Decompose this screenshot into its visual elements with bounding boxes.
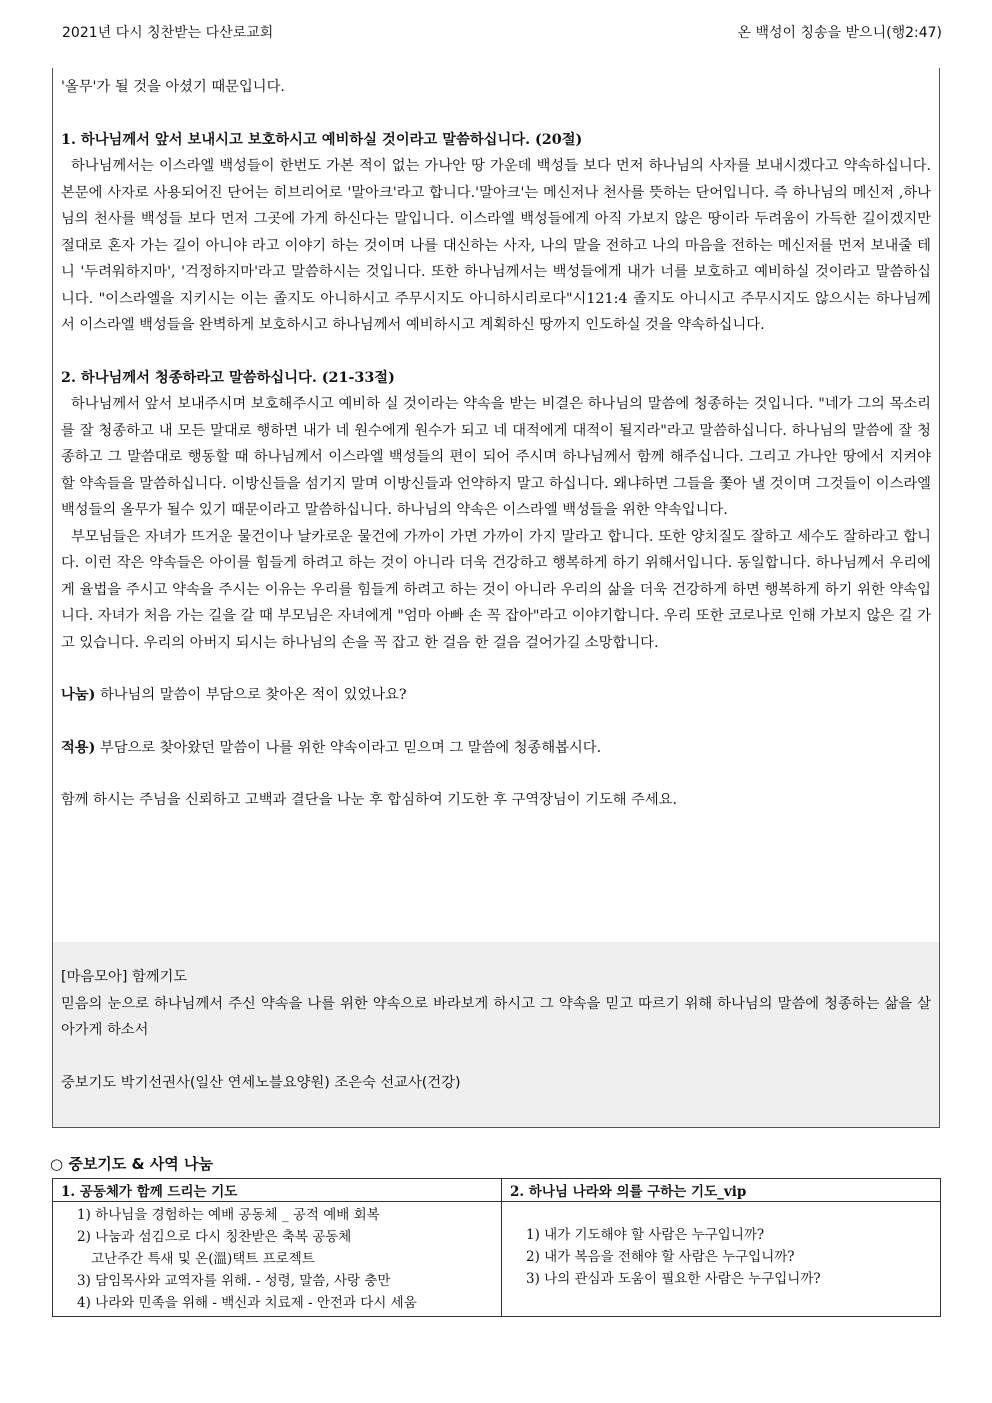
list-item: 고난주간 특새 및 온(溫)택트 프로젝트 <box>91 1251 315 1267</box>
list-item: 2) 내가 복음을 전해야 할 사람은 누구입니까? <box>526 1249 795 1265</box>
share-question <box>61 682 931 709</box>
prayer-box <box>53 942 939 1128</box>
prayer-text: 믿음의 눈으로 하나님께서 주신 약속을 나를 위한 약속으로 바라보게 하시고 그 약속을 믿고 따르기 위해 하나님의 말씀에 청종하는 삶을 살아가게 하소서 <box>61 995 931 1038</box>
community-prayer-header: 1. 공동체가 함께 드리는 기도 <box>53 1179 502 1202</box>
sharing-title-text: 중보기도 & 사역 나눔 <box>68 1155 213 1173</box>
share-label: 나눔) <box>61 687 96 703</box>
share-text: 하나님의 말씀이 부담으로 찾아온 적이 있었나요? <box>99 687 407 703</box>
intercession-line: 중보기도 박기선권사(일산 연세노블요양원) 조은숙 선교사(건강) <box>61 1074 461 1091</box>
section1-title: 1. 하나님께서 앞서 보내시고 보호하시고 예비하실 것이라고 말씀하십니다. (20절) <box>61 131 583 148</box>
kingdom-prayer-list <box>502 1202 941 1317</box>
list-item: 1) 내가 기도해야 할 사람은 누구입니까? <box>526 1227 765 1243</box>
kingdom-prayer-header: 2. 하나님 나라와 의를 구하는 기도_vip <box>502 1179 941 1202</box>
list-item: 3) 담임목사와 교역자를 위해. - 성령, 말씀, 사랑 충만 <box>77 1273 391 1289</box>
apply-text: 부담으로 찾아왔던 말씀이 나를 위한 약속이라고 믿으며 그 말씀에 청종해봅시다. <box>99 739 602 756</box>
closing-instruction: 함께 하시는 주님을 신뢰하고 고백과 결단을 나눈 후 합심하여 기도한 후 구역장님이 기도해 주세요. <box>61 792 678 808</box>
list-item: 2) 나눔과 섬김으로 다시 칭찬받은 축복 공동체 <box>77 1229 352 1245</box>
section2-title: 2. 하나님께서 청종하라고 말씀하십니다. (21-33절) <box>61 369 395 386</box>
section2-text-1: 하나님께서 앞서 보내주시며 보호해주시고 예비하 실 것이라는 약속을 받는 비결은 하나님의 말씀에 청종하는 것입니다. "네가 그의 목소리를 잘 청종하고 내 모든 말대로 행하면 내가 네 원수에게 원수가 되고 네 대적에게 대적이 될지라"라고 말씀하십니다. 하나님의 말씀에 잘 청종하고 그 말씀대로 행동할 때 하나님께서 이스라엘 백성들의 편이 되어 주시며 하나님께서 함께 해주십니다. 그리고 가나안 땅에서 지켜야 할 약속들을 말씀하십니다. 이방신들을 섬기지 말며 이방신들과 언약하지 말고 하십니다. 왜냐하면 그들을 쫓아 낼 것이며 그것들이 이스라엘 백성들의 올무가 될수 있기 때문이라고 말씀하십니다. 하나님의 약속은 이스라엘 백성들을 위한 약속입니다. <box>61 396 931 518</box>
sharing-table <box>52 1178 941 1317</box>
prayer-heading: [마음모아] 함께기도 <box>61 969 188 985</box>
sharing-section-title <box>50 1153 213 1174</box>
community-prayer-list <box>53 1202 502 1317</box>
intro-line: '올무'가 될 것을 아셨기 때문입니다. <box>61 79 285 95</box>
apply-line <box>61 735 931 762</box>
list-item: 3) 나의 관심과 도움이 필요한 사람은 누구입니까? <box>526 1271 821 1287</box>
sermon-body-box <box>52 68 940 1128</box>
circle-bullet-icon: ○ <box>50 1155 64 1173</box>
apply-label: 적용) <box>61 739 96 756</box>
sermon-content <box>53 68 939 814</box>
section2-text-2: 부모님들은 자녀가 뜨거운 물건이나 날카로운 물건에 가까이 가면 가까이 가지 말라고 합니다. 또한 양치질도 잘하고 세수도 잘하라고 합니다. 이런 작은 약속들은 아이를 힘들게 하려고 하는 것이 아니라 더욱 건강하고 행복하게 하기 위해서입니다. 동일합니다. 하나님께서 우리에게 율법을 주시고 약속을 주시는 이유는 우리를 힘들게 하려고 하는 것이 아니라 우리의 삶을 더욱 건강하게 하면 행복하게 하기 위한 약속입니다. 자녀가 처음 가는 길을 갈 때 부모님은 자녀에게 "엄마 아빠 손 꼭 잡아"라고 이야기합니다. 우리 또한 코로나로 인해 가보지 않은 길 가고 있습니다. 우리의 아버지 되시는 하나님의 손을 꼭 잡고 한 걸음 한 걸음 걸어가길 소망합니다. <box>61 528 931 651</box>
list-item: 1) 하나님을 경험하는 예배 공동체 _ 공적 예배 회복 <box>77 1207 380 1223</box>
list-item: 4) 나라와 민족을 위해 - 백신과 치료제 - 안전과 다시 세움 <box>77 1295 417 1311</box>
header-theme-verse: 온 백성이 칭송을 받으니(행2:47) <box>737 25 942 41</box>
section1-text: 하나님께서는 이스라엘 백성들이 한번도 가본 적이 없는 가나안 땅 가운데 백성들 보다 먼저 하나님의 사자를 보내시겠다고 약속하십니다. 본문에 사자로 사용되어진 단어는 히브리어로 '말아크'라고 합니다.'말아크'는 메신저나 천사를 뜻하는 단어입니다. 즉 하나님의 메신저 ,하나님의 천사를 백성들 보다 먼저 그곳에 가게 하신다는 말입니다. 이스라엘 백성들에게 아직 가보지 않은 땅이라 두려움이 가득한 길이겠지만 절대로 혼자 가는 길이 아니야 라고 이야기 하는 것이며 나를 대신하는 사자, 나의 말을 전하고 나의 마음을 전하는 메신저를 먼저 보내줄 테니 '두려워하지마', '걱정하지마'라고 말씀하시는 것입니다. 또한 하나님께서는 백성들에게 내가 너를 보호하고 예비하실 것이라고 말씀하십니다. "이스라엘을 지키시는 이는 졸지도 아니하시고 주무시지도 아니하시리로다"시121:4 졸지도 아니시고 주무시지도 않으시는 하나님께서 이스라엘 백성들을 완벽하게 보호하시고 하나님께서 예비하시고 계획하신 땅까지 인도하실 것을 약속하십니다. <box>61 158 931 333</box>
header-church-name: 2021년 다시 칭찬받는 다산로교회 <box>62 25 274 41</box>
